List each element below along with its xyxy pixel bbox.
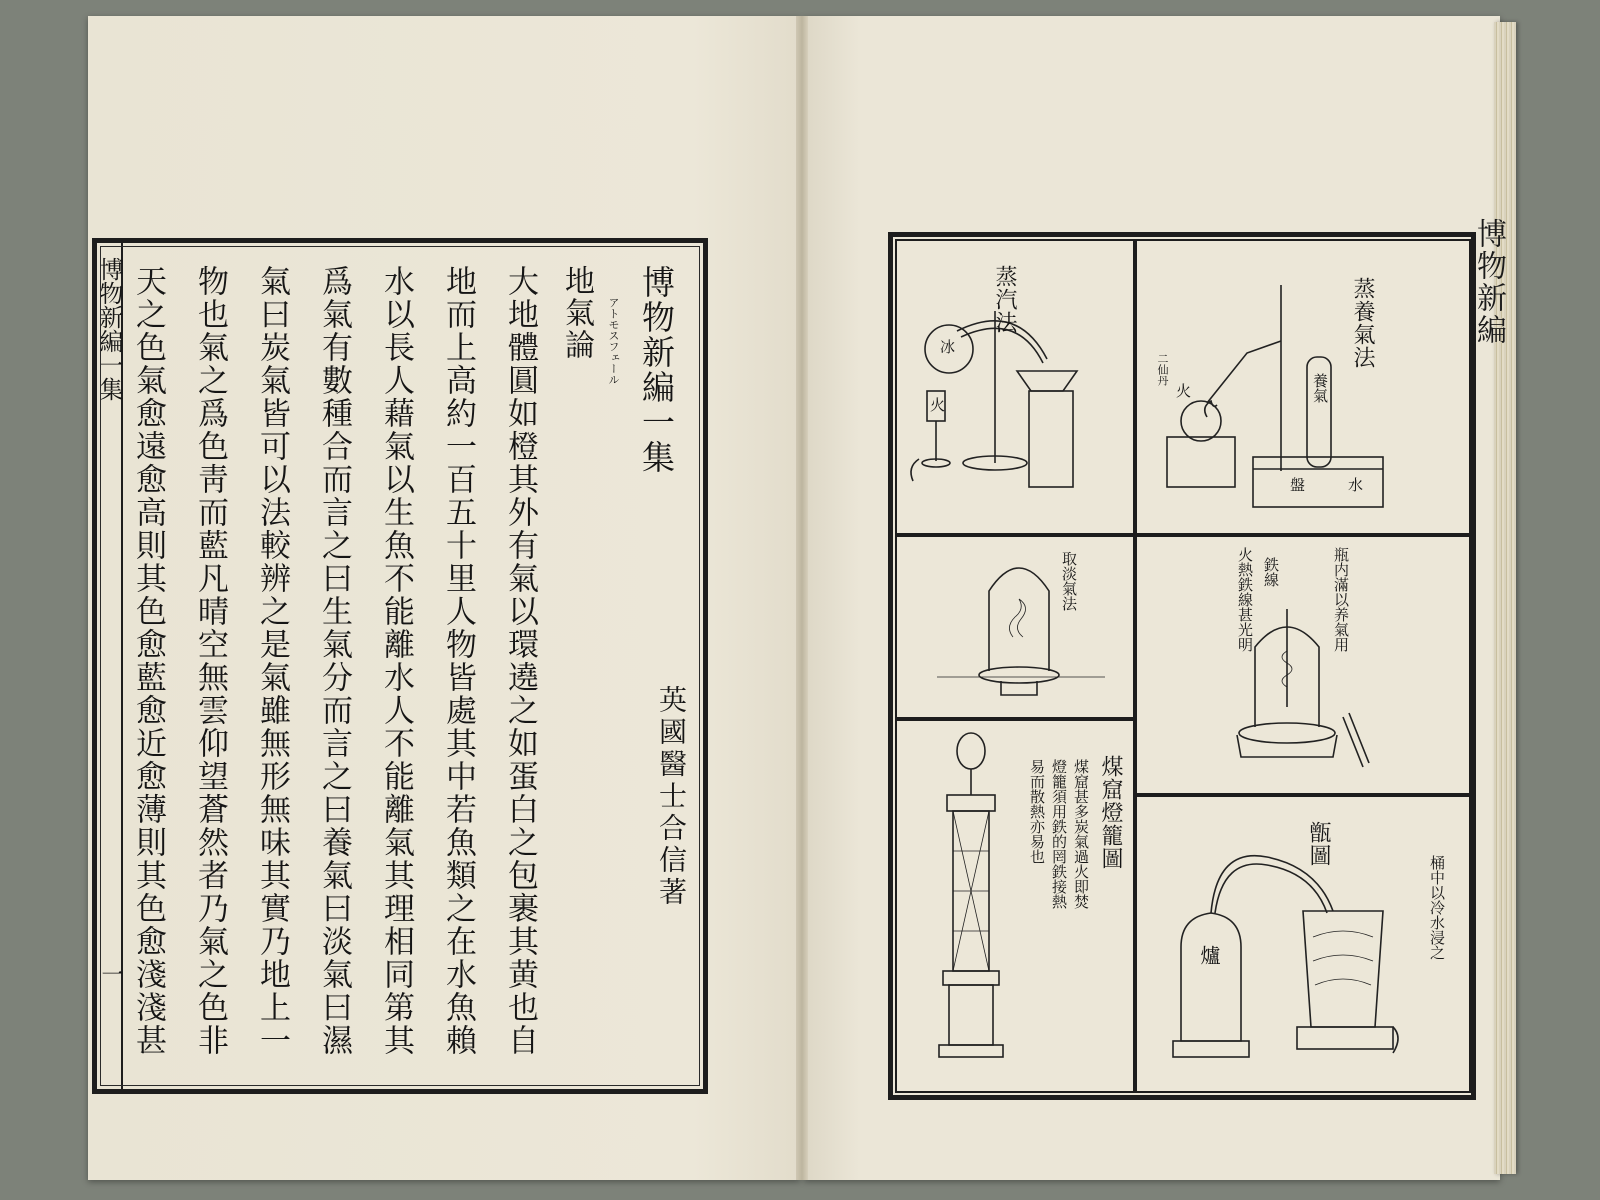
author-line: 英國醫士合信著 [655, 685, 688, 909]
chapter-gloss: アトモスフェール [607, 297, 620, 385]
body-column: 爲氣有數種合而言之曰生氣分而言之曰養氣曰淡氣曰濕 [316, 265, 352, 1057]
panel-iron-burning [1135, 535, 1471, 795]
still-illustration [1137, 797, 1473, 1095]
nitrogen-bell-jar-illustration [897, 537, 1137, 721]
iron-wire-burning-illustration [1137, 537, 1473, 797]
chapter-title: 地氣論 [559, 265, 594, 361]
book-gutter [796, 16, 808, 1180]
label-water: 水 [1346, 477, 1364, 492]
edge-page-number: 一 [98, 963, 123, 987]
note-iron-2: 火熱鉄線甚光明 [1236, 547, 1254, 652]
right-edge-title: 博物新編 [1471, 218, 1506, 346]
note-lamp-3: 易而散熱亦易也 [1028, 759, 1046, 864]
illustration-plate [888, 232, 1476, 1100]
label-fire: 火 [1174, 383, 1192, 398]
body-column: 地而上高約一百五十里人物皆處其中若魚類之在水魚賴 [440, 265, 476, 1057]
panel-still [1135, 795, 1471, 1093]
caption-still: 甑圖 [1306, 821, 1331, 867]
caption-distillation: 蒸汽法 [992, 265, 1017, 334]
panel-distillation [895, 239, 1135, 535]
note-still-tub: 桶中以冷水浸之 [1428, 855, 1446, 960]
body-column: 水以長人藉氣以生魚不能離水人不能離氣其理相同第其 [378, 265, 414, 1057]
page-edges [1494, 22, 1516, 1174]
panel-safety-lamp [895, 719, 1135, 1093]
panel-nitrogen [895, 535, 1135, 719]
body-column: 大地體圓如橙其外有氣以環遶之如蛋白之包裹其黄也自 [502, 265, 538, 1057]
caption-oxygen: 蒸養氣法 [1350, 277, 1375, 369]
distillation-apparatus-illustration [897, 241, 1137, 537]
body-column: 天之色氣愈遠愈高則其色愈藍愈近愈薄則其色愈淺淺甚 [130, 265, 166, 1057]
page-header: 博物新編一集 [637, 265, 676, 475]
label-red-oxide: 二仙丹 [1156, 353, 1169, 386]
note-iron-1: 瓶内滿以养氣用 [1332, 547, 1350, 652]
label-stove: 爐 [1197, 945, 1221, 966]
note-lamp-1: 煤窟甚多炭氣過火即焚 [1072, 759, 1090, 909]
note-lamp-2: 燈籠須用鉄的罔鉄接熱 [1050, 759, 1068, 909]
caption-nitrogen: 取淡氣法 [1060, 551, 1078, 611]
panel-oxygen [1135, 239, 1471, 535]
edge-label: 博物新編一集 [95, 257, 123, 401]
text-frame [92, 238, 708, 1094]
body-column: 物也氣之爲色靑而藍凡晴空無雲仰望蒼然者乃氣之色非 [192, 265, 228, 1057]
body-column: 氣曰炭氣皆可以法較辨之是氣雖無形無味其實乃地上一 [254, 265, 290, 1057]
caption-safety-lamp: 煤窟燈籠圖 [1098, 755, 1123, 870]
label-oxygen-jar: 養氣 [1311, 373, 1329, 403]
label-ice: 冰 [938, 339, 956, 354]
label-iron-wire: 鉄線 [1262, 557, 1280, 587]
label-basin: 盤 [1288, 477, 1306, 492]
label-fire: 火 [928, 397, 946, 412]
fold-line [121, 243, 123, 1089]
